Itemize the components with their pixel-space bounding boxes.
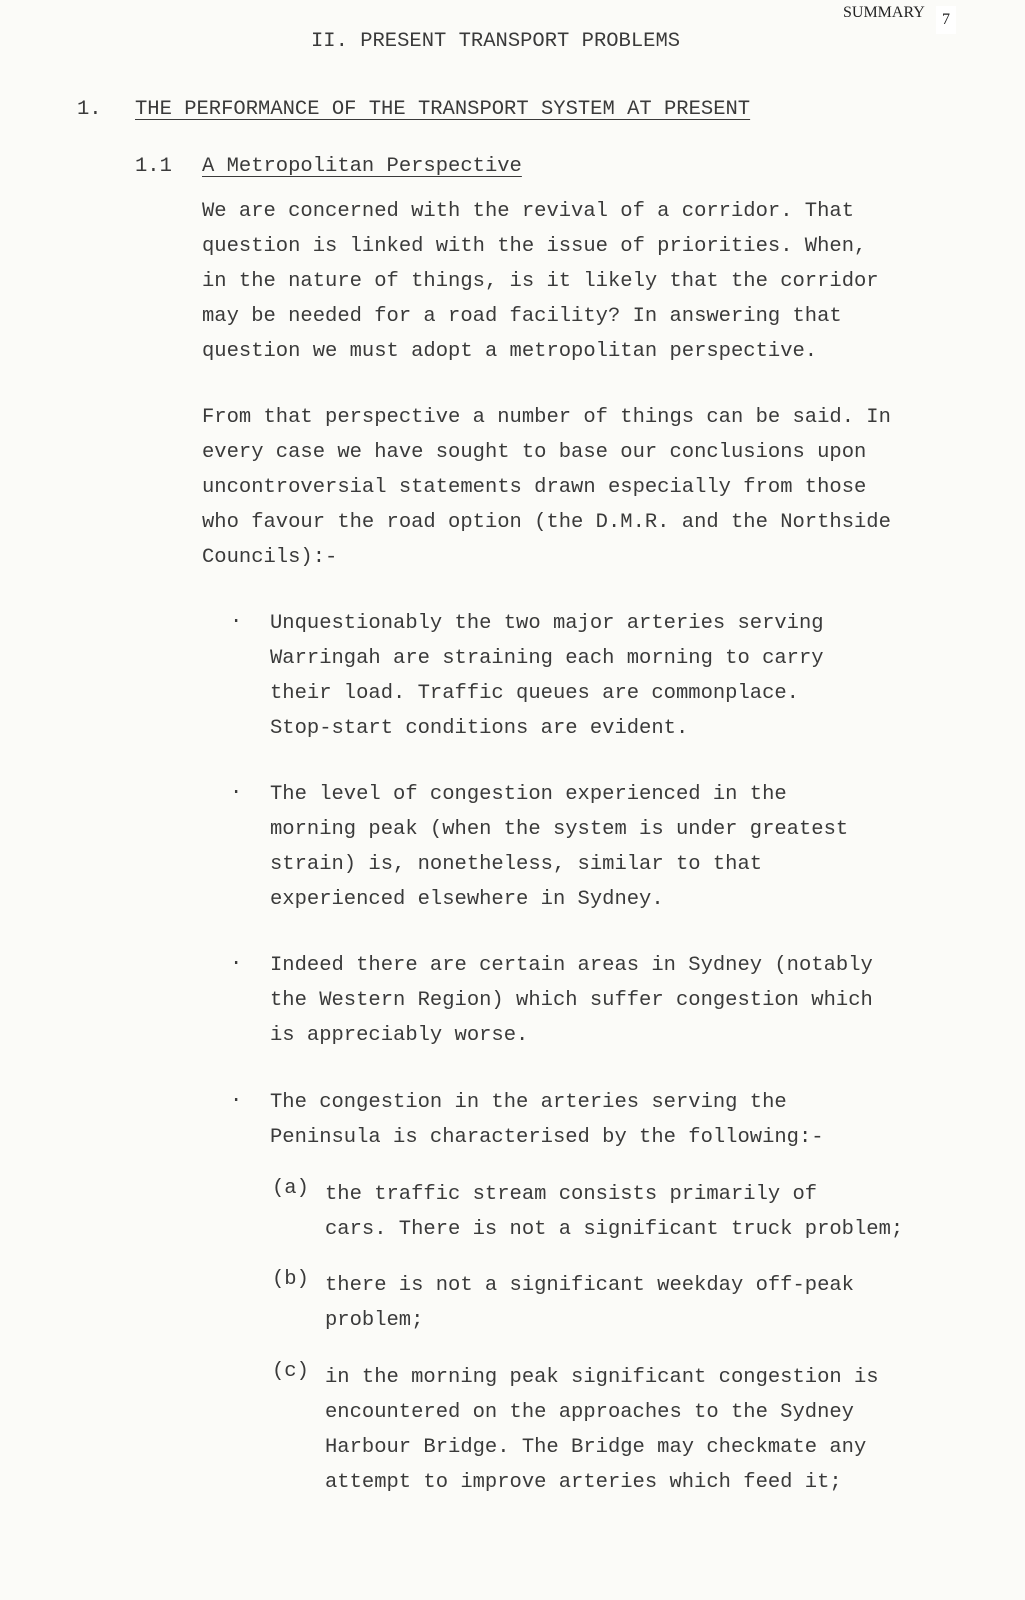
bullet-marker: . — [230, 1085, 243, 1108]
subitem-line: problem; — [325, 1309, 424, 1332]
paragraph-metropolitan-perspective — [202, 194, 879, 369]
page-number: 7 — [936, 6, 956, 34]
bullet-item — [270, 606, 824, 746]
paragraph-line: in the nature of things, is it likely that the corridor — [202, 270, 879, 293]
subitem-line: attempt to improve arteries which feed it; — [325, 1471, 842, 1494]
bullet-line: Peninsula is characterised by the following:- — [270, 1126, 824, 1149]
bullet-item — [270, 948, 873, 1053]
paragraph-line: question is linked with the issue of priorities. When, — [202, 235, 867, 258]
subitem-label: (c) — [272, 1360, 309, 1383]
paragraph-line: uncontroversial statements drawn especially from those — [202, 476, 867, 499]
bullet-line: The level of congestion experienced in the — [270, 783, 787, 806]
bullet-line: their load. Traffic queues are commonplace. — [270, 682, 799, 705]
paragraph-line: question we must adopt a metropolitan perspective. — [202, 340, 818, 363]
subitem — [325, 1360, 879, 1500]
bullet-item — [270, 777, 848, 917]
bullet-line: Warringah are straining each morning to carry — [270, 647, 824, 670]
heading-1-number: 1. — [77, 98, 102, 121]
heading-1-1-number: 1.1 — [135, 155, 172, 178]
subitem-label: (a) — [272, 1177, 309, 1200]
bullet-marker: . — [230, 606, 243, 629]
paragraph-line: We are concerned with the revival of a corridor. That — [202, 200, 855, 223]
bullet-marker: . — [230, 777, 243, 800]
subitem-line: the traffic stream consists primarily of — [325, 1183, 818, 1206]
subitem-line: cars. There is not a significant truck problem; — [325, 1218, 904, 1241]
paragraph-line: may be needed for a road facility? In answering that — [202, 305, 842, 328]
section-title: II. PRESENT TRANSPORT PROBLEMS — [311, 30, 681, 53]
subitem-line: there is not a significant weekday off-peak — [325, 1274, 854, 1297]
paragraph-from-that-perspective — [202, 400, 891, 575]
heading-1-1-title: A Metropolitan Perspective — [202, 155, 522, 178]
subitem-line: Harbour Bridge. The Bridge may checkmate any — [325, 1436, 867, 1459]
bullet-marker: . — [230, 948, 243, 971]
subitem-label: (b) — [272, 1268, 309, 1291]
bullet-line: is appreciably worse. — [270, 1024, 529, 1047]
paragraph-line: From that perspective a number of things can be said. In — [202, 406, 891, 429]
bullet-line: strain) is, nonetheless, similar to that — [270, 853, 763, 876]
bullet-line: The congestion in the arteries serving the — [270, 1091, 787, 1114]
subitem-line: encountered on the approaches to the Sydney — [325, 1401, 854, 1424]
summary-label: SUMMARY — [843, 4, 925, 21]
bullet-line: experienced elsewhere in Sydney. — [270, 888, 664, 911]
paragraph-line: who favour the road option (the D.M.R. and the Northside — [202, 511, 891, 534]
bullet-line: Stop-start conditions are evident. — [270, 717, 689, 740]
bullet-item — [270, 1085, 824, 1155]
heading-1-title: THE PERFORMANCE OF THE TRANSPORT SYSTEM AT PRESENT — [135, 98, 751, 121]
subitem — [325, 1177, 903, 1247]
paragraph-line: every case we have sought to base our conclusions upon — [202, 441, 867, 464]
bullet-line: morning peak (when the system is under greatest — [270, 818, 849, 841]
bullet-line: Indeed there are certain areas in Sydney (notably — [270, 954, 873, 977]
bullet-line: the Western Region) which suffer congestion which — [270, 989, 873, 1012]
paragraph-line: Councils):- — [202, 546, 338, 569]
bullet-line: Unquestionably the two major arteries serving — [270, 612, 824, 635]
subitem-line: in the morning peak significant congestion is — [325, 1366, 879, 1389]
subitem — [325, 1268, 854, 1338]
